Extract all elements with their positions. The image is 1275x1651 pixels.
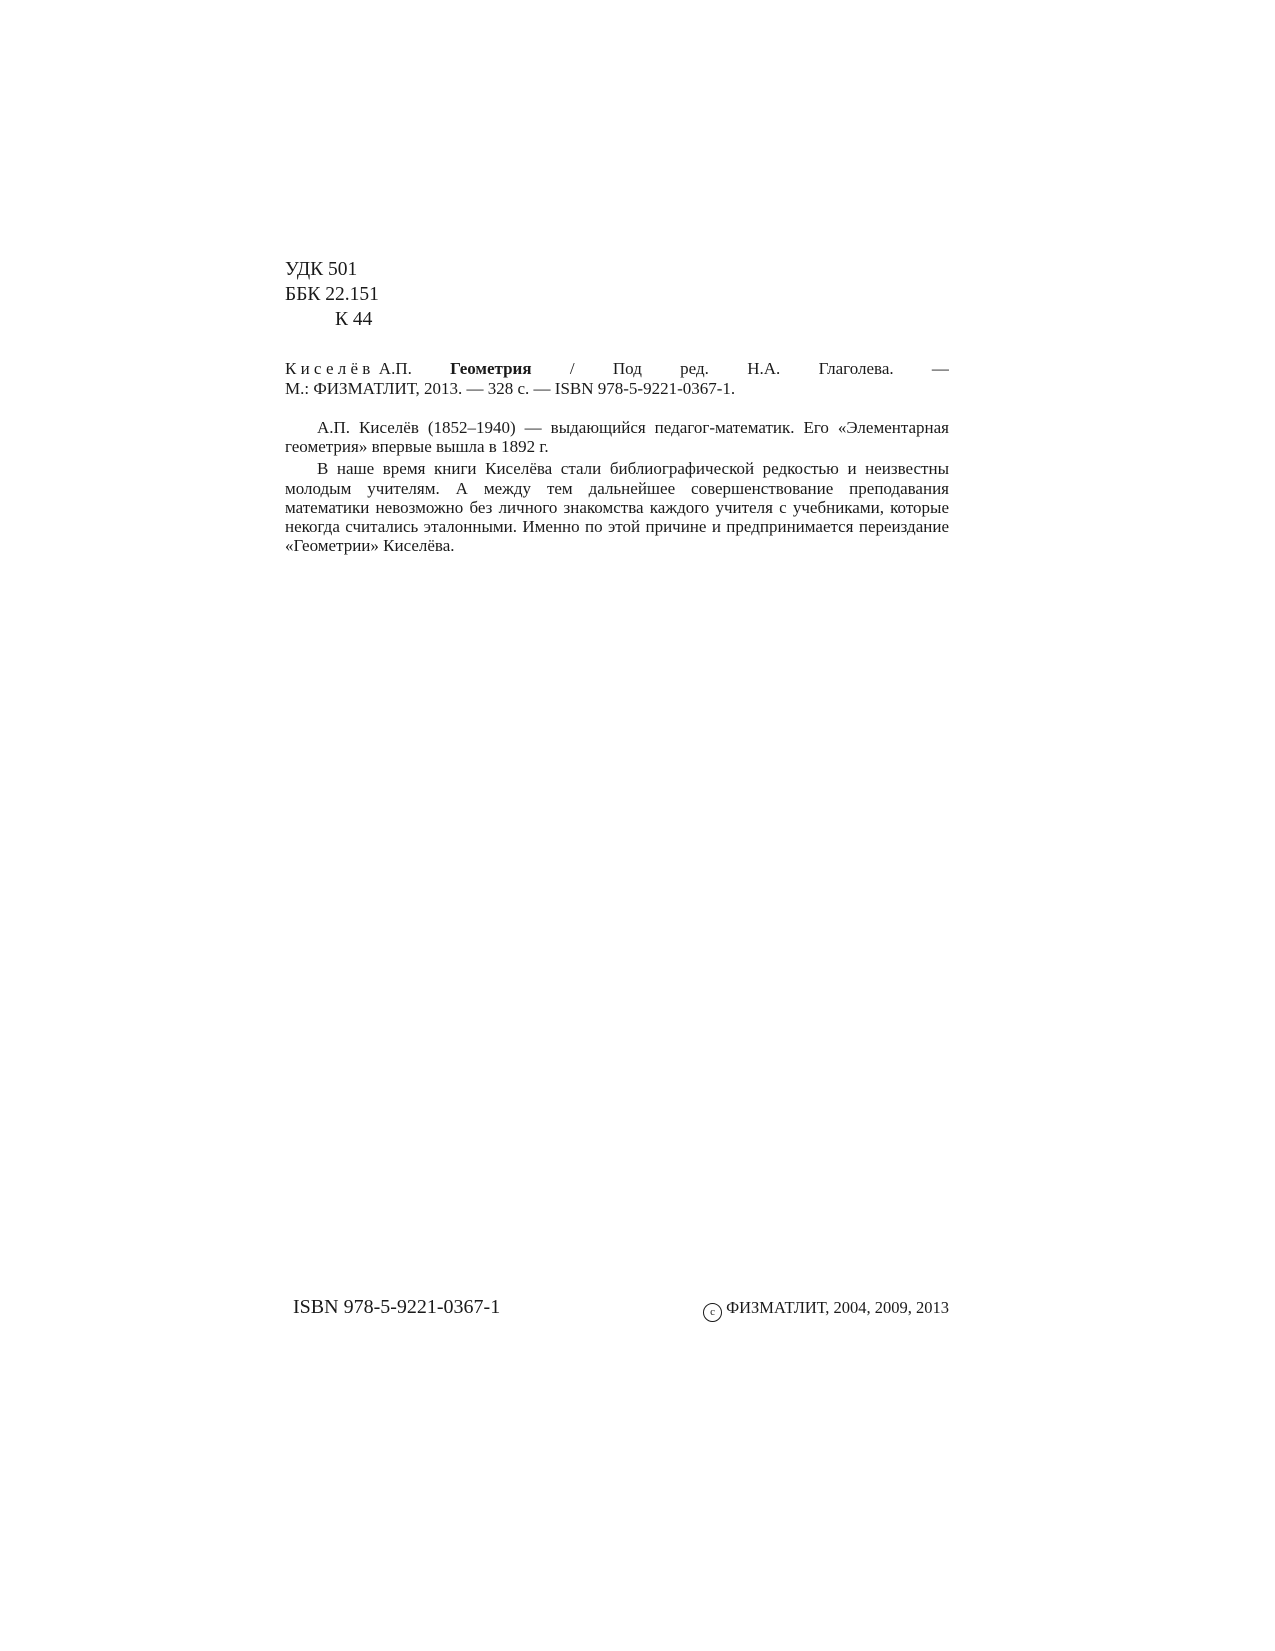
bibliographic-word: Глаголева. <box>818 359 894 378</box>
copyright-text: ФИЗМАТЛИТ, 2004, 2009, 2013 <box>726 1298 949 1317</box>
author-mark: К 44 <box>335 309 373 330</box>
author-block <box>285 359 412 379</box>
classification-codes <box>285 257 379 332</box>
copyright-icon: c <box>703 1303 722 1322</box>
footer-isbn: ISBN 978-5-9221-0367-1 <box>293 1296 501 1318</box>
footer-copyright <box>703 1297 949 1322</box>
bbk-code: ББК 22.151 <box>285 284 379 305</box>
udk-code: УДК 501 <box>285 259 358 280</box>
bibliographic-line-1 <box>285 359 949 379</box>
bibliographic-word: ред. <box>680 359 709 378</box>
bibliographic-word: Н.А. <box>747 359 781 378</box>
abstract-paragraph: В наше время книги Киселёва стали библиографической редкостью и неизвестны молодым учителям. А между тем дальнейшее совершенствование преподавания математики невозможно без личного знакомства каждого учителя с учебниками, которые некогда считались эталонными. Именно по этой причине и предпринимается переиздание «Геометрии» Киселёва. <box>285 459 949 556</box>
author-surname: Киселёв <box>285 359 375 378</box>
abstract <box>285 418 949 555</box>
bibliographic-word: / <box>569 359 575 378</box>
book-title: Геометрия <box>450 359 532 378</box>
abstract-paragraph: А.П. Киселёв (1852–1940) — выдающийся педагог-математик. Его «Элементарная геометрия» впервые вышла в 1892 г. <box>285 418 949 457</box>
bibliographic-line-2: М.: ФИЗМАТЛИТ, 2013. — 328 с. — ISBN 978-5-9221-0367-1. <box>285 379 736 398</box>
bibliographic-word: Под <box>612 359 642 378</box>
bibliographic-word: — <box>931 359 949 378</box>
bibliographic-entry <box>285 359 949 399</box>
author-initials: А.П. <box>378 359 412 378</box>
